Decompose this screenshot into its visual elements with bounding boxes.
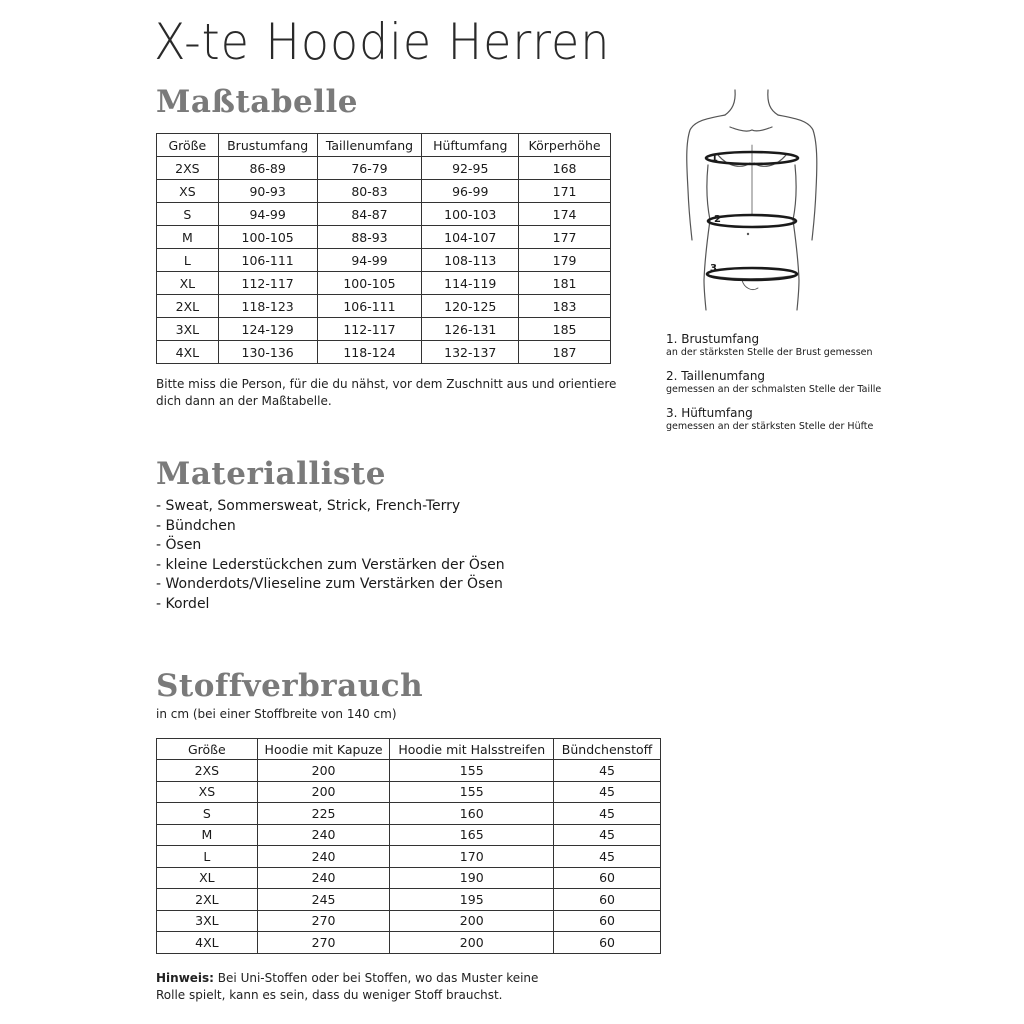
table-cell: 174 (519, 203, 611, 226)
table-cell: 183 (519, 295, 611, 318)
table-cell: 4XL (157, 341, 219, 364)
table-row (157, 781, 661, 803)
table-cell: 240 (257, 824, 390, 846)
table-cell: 45 (554, 781, 661, 803)
table-cell: 240 (257, 867, 390, 889)
fabric-subtitle: in cm (bei einer Stoffbreite von 140 cm) (156, 707, 397, 721)
table-cell: 104-107 (422, 226, 519, 249)
measure-header-cell: Körperhöhe (519, 134, 611, 157)
fabric-header-cell: Größe (157, 739, 258, 760)
table-cell: XL (157, 867, 258, 889)
fabric-header-row (157, 739, 661, 760)
list-item: - Ösen (156, 537, 202, 553)
table-cell: 118-123 (218, 295, 317, 318)
fabric-header-cell: Hoodie mit Halsstreifen (390, 739, 554, 760)
table-cell: 76-79 (317, 157, 422, 180)
table-cell: L (157, 846, 258, 868)
table-row (157, 889, 661, 911)
table-row (157, 760, 661, 782)
table-cell: 165 (390, 824, 554, 846)
table-cell: 94-99 (317, 249, 422, 272)
table-row (157, 318, 611, 341)
table-cell: 120-125 (422, 295, 519, 318)
table-cell: 2XS (157, 157, 219, 180)
legend-desc: an der stärksten Stelle der Brust gemessen (666, 347, 873, 358)
table-cell: 106-111 (218, 249, 317, 272)
table-cell: S (157, 203, 219, 226)
list-item: - Bündchen (156, 517, 236, 534)
table-cell: 190 (390, 867, 554, 889)
table-cell: 60 (554, 932, 661, 954)
body-figure (660, 85, 840, 325)
table-cell: 45 (554, 846, 661, 868)
list-item: - Wonderdots/Vlieseline zum Verstärken der Ösen (156, 576, 503, 592)
table-cell: 106-111 (317, 295, 422, 318)
table-row (157, 803, 661, 825)
table-row (157, 910, 661, 932)
fabric-header-cell: Bündchenstoff (554, 739, 661, 760)
table-cell: 170 (390, 846, 554, 868)
table-cell: 177 (519, 226, 611, 249)
table-cell: XS (157, 781, 258, 803)
table-cell: 200 (390, 932, 554, 954)
legend-item-chest (666, 332, 926, 359)
table-cell: 118-124 (317, 341, 422, 364)
table-cell: 108-113 (422, 249, 519, 272)
legend-desc: gemessen an der schmalsten Stelle der Taille (666, 384, 882, 395)
table-cell: 245 (257, 889, 390, 911)
list-item: - Sweat, Sommersweat, Strick, French-Terry (156, 498, 461, 514)
table-cell: 155 (390, 781, 554, 803)
table-cell: 4XL (157, 932, 258, 954)
legend-label: 3. Hüftumfang (666, 406, 753, 420)
legend-label: 1. Brustumfang (666, 332, 760, 346)
table-cell: 80-83 (317, 180, 422, 203)
table-row (157, 295, 611, 318)
marker-2: 2 (714, 214, 721, 225)
table-cell: 171 (519, 180, 611, 203)
table-cell: 94-99 (218, 203, 317, 226)
table-cell: 60 (554, 889, 661, 911)
fabric-table (156, 738, 661, 954)
measure-header-row (157, 134, 611, 157)
legend-item-hip (666, 406, 926, 433)
table-cell: 200 (257, 781, 390, 803)
table-cell: 200 (390, 910, 554, 932)
figure-legend (666, 332, 926, 433)
table-cell: 160 (390, 803, 554, 825)
table-cell: 45 (554, 803, 661, 825)
table-cell: 130-136 (218, 341, 317, 364)
table-cell: XS (157, 180, 219, 203)
table-cell: 45 (554, 824, 661, 846)
table-cell: 124-129 (218, 318, 317, 341)
measure-heading: Maßtabelle (156, 84, 359, 120)
table-cell: 60 (554, 910, 661, 932)
table-cell: L (157, 249, 219, 272)
table-cell: 114-119 (422, 272, 519, 295)
legend-desc: gemessen an der stärksten Stelle der Hüfte (666, 421, 874, 432)
measure-header-cell: Größe (157, 134, 219, 157)
navel-icon (747, 233, 749, 235)
table-cell: 126-131 (422, 318, 519, 341)
table-cell: 185 (519, 318, 611, 341)
measure-header-cell: Hüftumfang (422, 134, 519, 157)
table-cell: 168 (519, 157, 611, 180)
measure-header-cell: Taillenumfang (317, 134, 422, 157)
measure-header-cell: Brustumfang (218, 134, 317, 157)
hint-text: Bei Uni-Stoffen oder bei Stoffen, wo das Muster keine Rolle spielt, kann es sein, dass du weniger Stoff brauchst. (156, 971, 539, 1002)
marker-3: 3 (710, 263, 717, 274)
table-cell: 100-105 (218, 226, 317, 249)
list-item: - kleine Lederstückchen zum Verstärken der Ösen (156, 556, 505, 573)
table-row (157, 157, 611, 180)
table-cell: 86-89 (218, 157, 317, 180)
hint-note (156, 970, 556, 1004)
table-cell: 100-103 (422, 203, 519, 226)
table-cell: 155 (390, 760, 554, 782)
table-cell: 270 (257, 932, 390, 954)
table-cell: 2XL (157, 295, 219, 318)
table-cell: 92-95 (422, 157, 519, 180)
waist-band-icon (708, 215, 796, 227)
table-cell: 84-87 (317, 203, 422, 226)
fabric-header-cell: Hoodie mit Kapuze (257, 739, 390, 760)
materials-list (156, 497, 606, 614)
table-cell: 88-93 (317, 226, 422, 249)
list-item: - Kordel (156, 595, 210, 612)
table-cell: 112-117 (218, 272, 317, 295)
page-title: X-te Hoodie Herren (154, 13, 611, 71)
measure-table (156, 133, 611, 364)
fabric-heading: Stoffverbrauch (156, 668, 424, 704)
table-row (157, 932, 661, 954)
table-cell: 112-117 (317, 318, 422, 341)
table-cell: 90-93 (218, 180, 317, 203)
table-cell: 132-137 (422, 341, 519, 364)
table-row (157, 226, 611, 249)
table-cell: 45 (554, 760, 661, 782)
table-cell: 187 (519, 341, 611, 364)
table-cell: 195 (390, 889, 554, 911)
table-cell: 200 (257, 760, 390, 782)
table-row (157, 867, 661, 889)
table-cell: M (157, 824, 258, 846)
table-cell: 181 (519, 272, 611, 295)
table-row (157, 824, 661, 846)
table-cell: 2XS (157, 760, 258, 782)
table-cell: 60 (554, 867, 661, 889)
table-cell: M (157, 226, 219, 249)
table-cell: 3XL (157, 318, 219, 341)
legend-label: 2. Taillenumfang (666, 369, 766, 383)
table-row (157, 249, 611, 272)
measure-note: Bitte miss die Person, für die du nähst, vor dem Zuschnitt aus und orientiere dich dann an der Maßtabelle. (156, 377, 617, 408)
legend-item-waist (666, 369, 926, 396)
table-row (157, 272, 611, 295)
table-cell: 240 (257, 846, 390, 868)
table-cell: S (157, 803, 258, 825)
hint-label: Hinweis: (156, 971, 214, 985)
table-row (157, 203, 611, 226)
table-cell: 2XL (157, 889, 258, 911)
table-row (157, 341, 611, 364)
table-cell: 96-99 (422, 180, 519, 203)
table-row (157, 846, 661, 868)
table-row (157, 180, 611, 203)
table-cell: 270 (257, 910, 390, 932)
table-cell: 225 (257, 803, 390, 825)
table-cell: 100-105 (317, 272, 422, 295)
torso-outline-icon (687, 90, 817, 310)
materials-heading: Materialliste (156, 456, 386, 492)
marker-1: 1 (711, 153, 718, 164)
table-cell: 179 (519, 249, 611, 272)
table-cell: 3XL (157, 910, 258, 932)
table-cell: XL (157, 272, 219, 295)
